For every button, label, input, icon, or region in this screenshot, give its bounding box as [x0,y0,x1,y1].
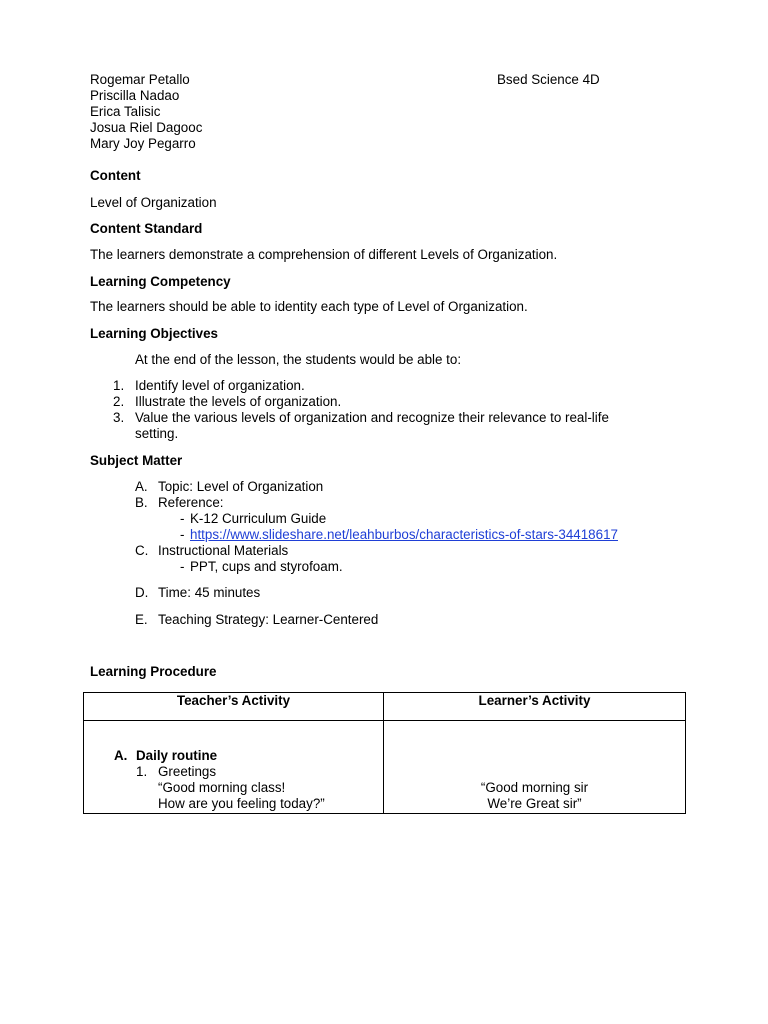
author-name: Erica Talisic [90,104,161,119]
learning-competency-heading: Learning Competency [90,274,231,289]
learning-competency-text: The learners should be able to identity each type of Level of Organization. [90,299,528,314]
learner-line: We’re Great sir” [487,796,582,811]
table-row [84,721,686,814]
column-header-teacher: Teacher’s Activity [84,693,384,721]
content-standard-text: The learners demonstrate a comprehension of different Levels of Organization. [90,247,558,262]
learning-objectives-intro: At the end of the lesson, the students would be able to: [135,352,462,367]
reference-label: Reference: [158,495,224,510]
section-title: Daily routine [136,748,218,763]
topic-text: Topic: Level of Organization [158,479,324,494]
learning-procedure-heading: Learning Procedure [90,664,217,679]
list-letter: D. [135,585,149,600]
objective-text: Value the various levels of organization and recognize their relevance to real-life [135,410,609,425]
learner-activity-cell [384,721,686,814]
teacher-activity-cell [84,721,384,814]
objective-number: 2. [113,394,125,409]
objective-number: 1. [113,378,125,393]
author-name: Mary Joy Pegarro [90,136,196,151]
author-name: Rogemar Petallo [90,72,190,87]
learning-objectives-heading: Learning Objectives [90,326,218,341]
reference-link[interactable]: https://www.slideshare.net/leahburbos/characteristics-of-stars-34418617 [190,527,618,542]
content-heading: Content [90,168,141,183]
column-header-learner: Learner’s Activity [384,693,686,721]
objective-text: Identify level of organization. [135,378,305,393]
strategy-text: Teaching Strategy: Learner-Centered [158,612,379,627]
objective-text: Illustrate the levels of organization. [135,394,342,409]
author-name: Priscilla Nadao [90,88,180,103]
materials-label: Instructional Materials [158,543,289,558]
dash-bullet: - [180,559,185,574]
item-title: Greetings [158,764,217,779]
list-letter: E. [135,612,148,627]
objective-number: 3. [113,410,125,425]
reference-item: K-12 Curriculum Guide [190,511,327,526]
content-standard-heading: Content Standard [90,221,203,236]
section-letter: A. [114,748,128,763]
list-letter: A. [135,479,148,494]
objective-text-continued: setting. [135,426,179,441]
list-letter: B. [135,495,148,510]
table-header-row [84,693,686,721]
materials-item: PPT, cups and styrofoam. [190,559,343,574]
subject-matter-heading: Subject Matter [90,453,183,468]
item-number: 1. [136,764,148,779]
content-text: Level of Organization [90,195,217,210]
dash-bullet: - [180,511,185,526]
procedure-table [83,692,686,814]
learner-line: “Good morning sir [480,780,589,795]
course-label: Bsed Science 4D [497,72,600,87]
teacher-line: How are you feeling today?” [158,796,325,811]
author-name: Josua Riel Dagooc [90,120,203,135]
list-letter: C. [135,543,149,558]
teacher-line: “Good morning class! [158,780,286,795]
dash-bullet: - [180,527,185,542]
time-text: Time: 45 minutes [158,585,261,600]
